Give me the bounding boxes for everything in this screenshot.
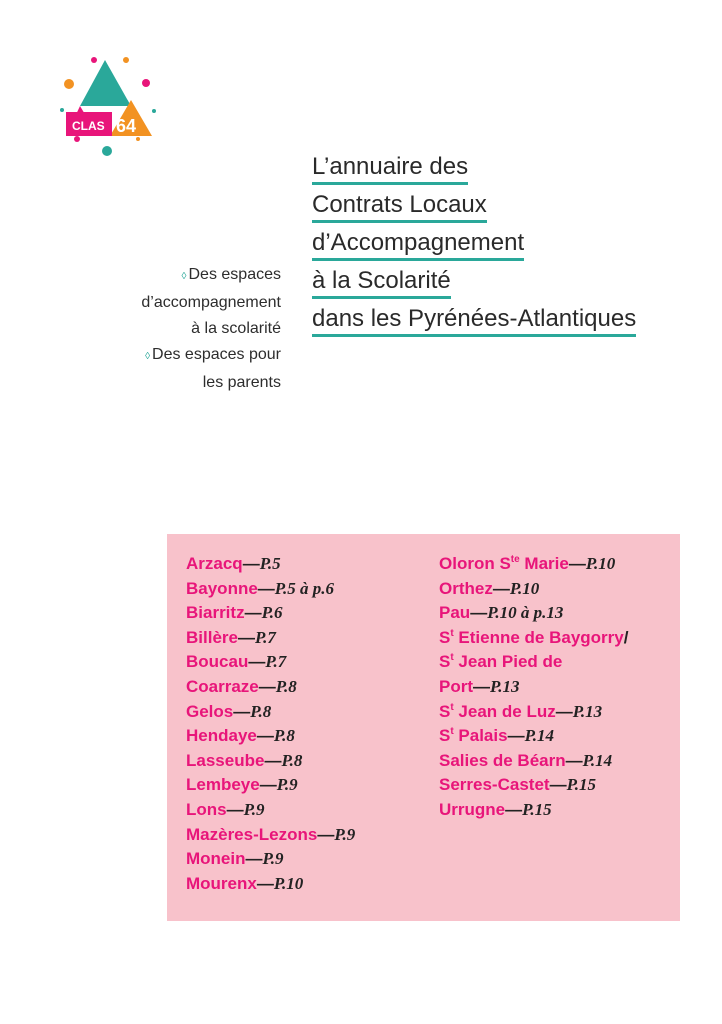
title-line: L’annuaire des: [312, 152, 468, 185]
title-line: d’Accompagnement: [312, 228, 524, 261]
tagline-text: Des espaces pour: [152, 346, 281, 363]
index-entry[interactable]: Boucau—P.7: [186, 652, 287, 672]
title-line: Contrats Locaux: [312, 190, 487, 223]
index-entry[interactable]: $S^t$ Jean Pied de: [439, 652, 563, 672]
diamond-icon: ◊: [145, 351, 151, 362]
index-entry[interactable]: Serres-Castet—P.15: [439, 775, 597, 795]
index-entry[interactable]: Biarritz—P.6: [186, 603, 283, 623]
index-entry[interactable]: Pau—P.10 à p.13: [439, 603, 564, 623]
index-entry[interactable]: Coarraze—P.8: [186, 676, 297, 696]
title-line: à la Scolarité: [312, 266, 451, 299]
index-entry[interactable]: Lasseube—P.8: [186, 750, 303, 770]
tagline-text: les parents: [202, 374, 281, 391]
index-column-left: [186, 552, 355, 896]
index-column-right: [439, 552, 628, 823]
index-entry[interactable]: Arzacq—P.5: [186, 554, 281, 573]
index-entry[interactable]: Monein—P.9: [186, 849, 284, 869]
tagline-text: à la scolarité: [191, 320, 281, 337]
logo-dot: [91, 57, 97, 63]
logo-dot: [60, 108, 64, 112]
tagline-text: Des espaces: [188, 266, 281, 283]
index-entry[interactable]: Bayonne—P.5 à p.6: [186, 578, 334, 598]
title-line: dans les Pyrénées-Atlantiques: [312, 304, 636, 337]
index-entry[interactable]: Mourenx—P.10: [186, 873, 304, 893]
index-entry[interactable]: Hendaye—P.8: [186, 726, 295, 746]
index-entry[interactable]: Salies de Béarn—P.14: [439, 750, 613, 770]
town-index: [167, 534, 680, 921]
index-entry[interactable]: Lons—P.9: [186, 799, 265, 819]
index-entry[interactable]: Gelos—P.8: [186, 701, 272, 721]
logo-triangle-teal: [80, 60, 131, 106]
index-entry[interactable]: $S^t$ Etienne de Baygorry/: [439, 627, 629, 647]
index-entry[interactable]: Port—P.13: [439, 676, 520, 696]
logo-text: CLAS: [72, 119, 105, 133]
index-entry[interactable]: Mazères-Lezons—P.9: [186, 824, 356, 844]
index-entry[interactable]: Orthez—P.10: [439, 578, 540, 598]
index-entry[interactable]: Lembeye—P.9: [186, 775, 298, 795]
index-entry[interactable]: Billère—P.7: [186, 627, 276, 647]
index-entry[interactable]: $S^t$ Palais—P.14: [439, 726, 555, 746]
logo-number: 64: [116, 116, 137, 136]
logo-dot: [136, 137, 140, 141]
tagline-text: d’accompagnement: [141, 294, 281, 311]
document-title: [312, 150, 692, 340]
logo-dot: [152, 109, 156, 113]
logo-dot: [102, 146, 112, 156]
diamond-icon: ◊: [181, 271, 187, 282]
logo-dot: [74, 136, 80, 142]
taglines: [91, 262, 281, 396]
logo-dot: [64, 79, 74, 89]
clas64-logo: [58, 54, 158, 158]
logo-dot: [142, 79, 150, 87]
index-entry[interactable]: Oloron $S^{te}$ Marie—P.10: [439, 554, 616, 573]
logo-dot: [123, 57, 129, 63]
index-entry[interactable]: $S^t$ Jean de Luz—P.13: [439, 701, 603, 721]
index-entry[interactable]: Urrugne—P.15: [439, 799, 552, 819]
